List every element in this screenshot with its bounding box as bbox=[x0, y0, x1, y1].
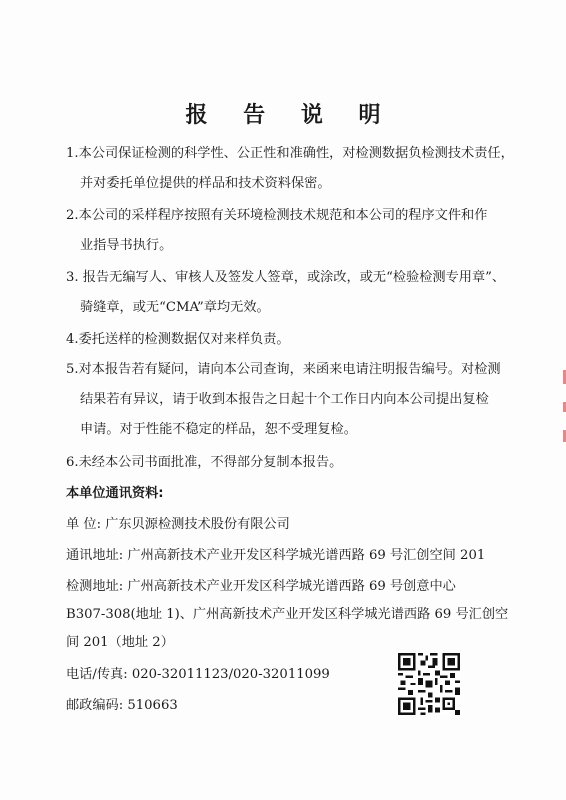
item-2-line-1: 2.本公司的采样程序按照有关环境检测技术规范和本公司的程序文件和作 bbox=[66, 208, 488, 223]
contact-lab-line-1: 检测地址: 广州高新技术产业开发区科学城光谱西路 69 号创意中心 bbox=[66, 579, 456, 594]
page-title: 报 告 说 明 bbox=[185, 103, 395, 128]
item-1-line-1: 1.本公司保证检测的科学性、公正性和准确性，对检测数据负检测技术责任， bbox=[66, 146, 514, 161]
contact-phone: 电话/传真: 020-32011123/020-32011099 bbox=[66, 667, 330, 682]
contact-postal: 邮政编码: 510663 bbox=[66, 698, 178, 713]
item-5-line-2: 结果若有异议，请于收到本报告之日起十个工作日内向本公司提出复检 bbox=[80, 392, 489, 407]
item-5-line-3: 申请。对于性能不稳定的样品，恕不受理复检。 bbox=[80, 422, 357, 437]
item-1-line-2: 并对委托单位提供的样品和技术资料保密。 bbox=[80, 176, 331, 191]
contact-address: 通讯地址: 广州高新技术产业开发区科学城光谱西路 69 号汇创空间 201 bbox=[66, 548, 486, 563]
item-2-line-2: 业指导书执行。 bbox=[80, 238, 173, 253]
contact-lab-line-2: B307-308(地址 1)、广州高新技术产业开发区科学城光谱西路 69 号汇创空 bbox=[66, 607, 509, 622]
contact-lab-line-3: 间 201（地址 2） bbox=[66, 635, 174, 650]
contact-unit: 单 位: 广东贝源检测技术股份有限公司 bbox=[66, 517, 290, 532]
qr-code-icon bbox=[398, 653, 460, 715]
item-3-line-2: 骑缝章，或无“CMA”章均无效。 bbox=[80, 300, 270, 315]
item-4-line-1: 4.委托送样的检测数据仅对来样负责。 bbox=[66, 332, 290, 347]
item-6-line-1: 6.未经本公司书面批准，不得部分复制本报告。 bbox=[66, 455, 343, 470]
item-3-line-1: 3. 报告无编写人、审核人及签发人签章，或涂改，或无“检验检测专用章”、 bbox=[66, 270, 506, 285]
contact-heading: 本单位通讯资料: bbox=[66, 486, 164, 501]
item-5-line-1: 5.对本报告若有疑问，请向本公司查询，来函来电请注明报告编号。对检测 bbox=[66, 362, 501, 377]
